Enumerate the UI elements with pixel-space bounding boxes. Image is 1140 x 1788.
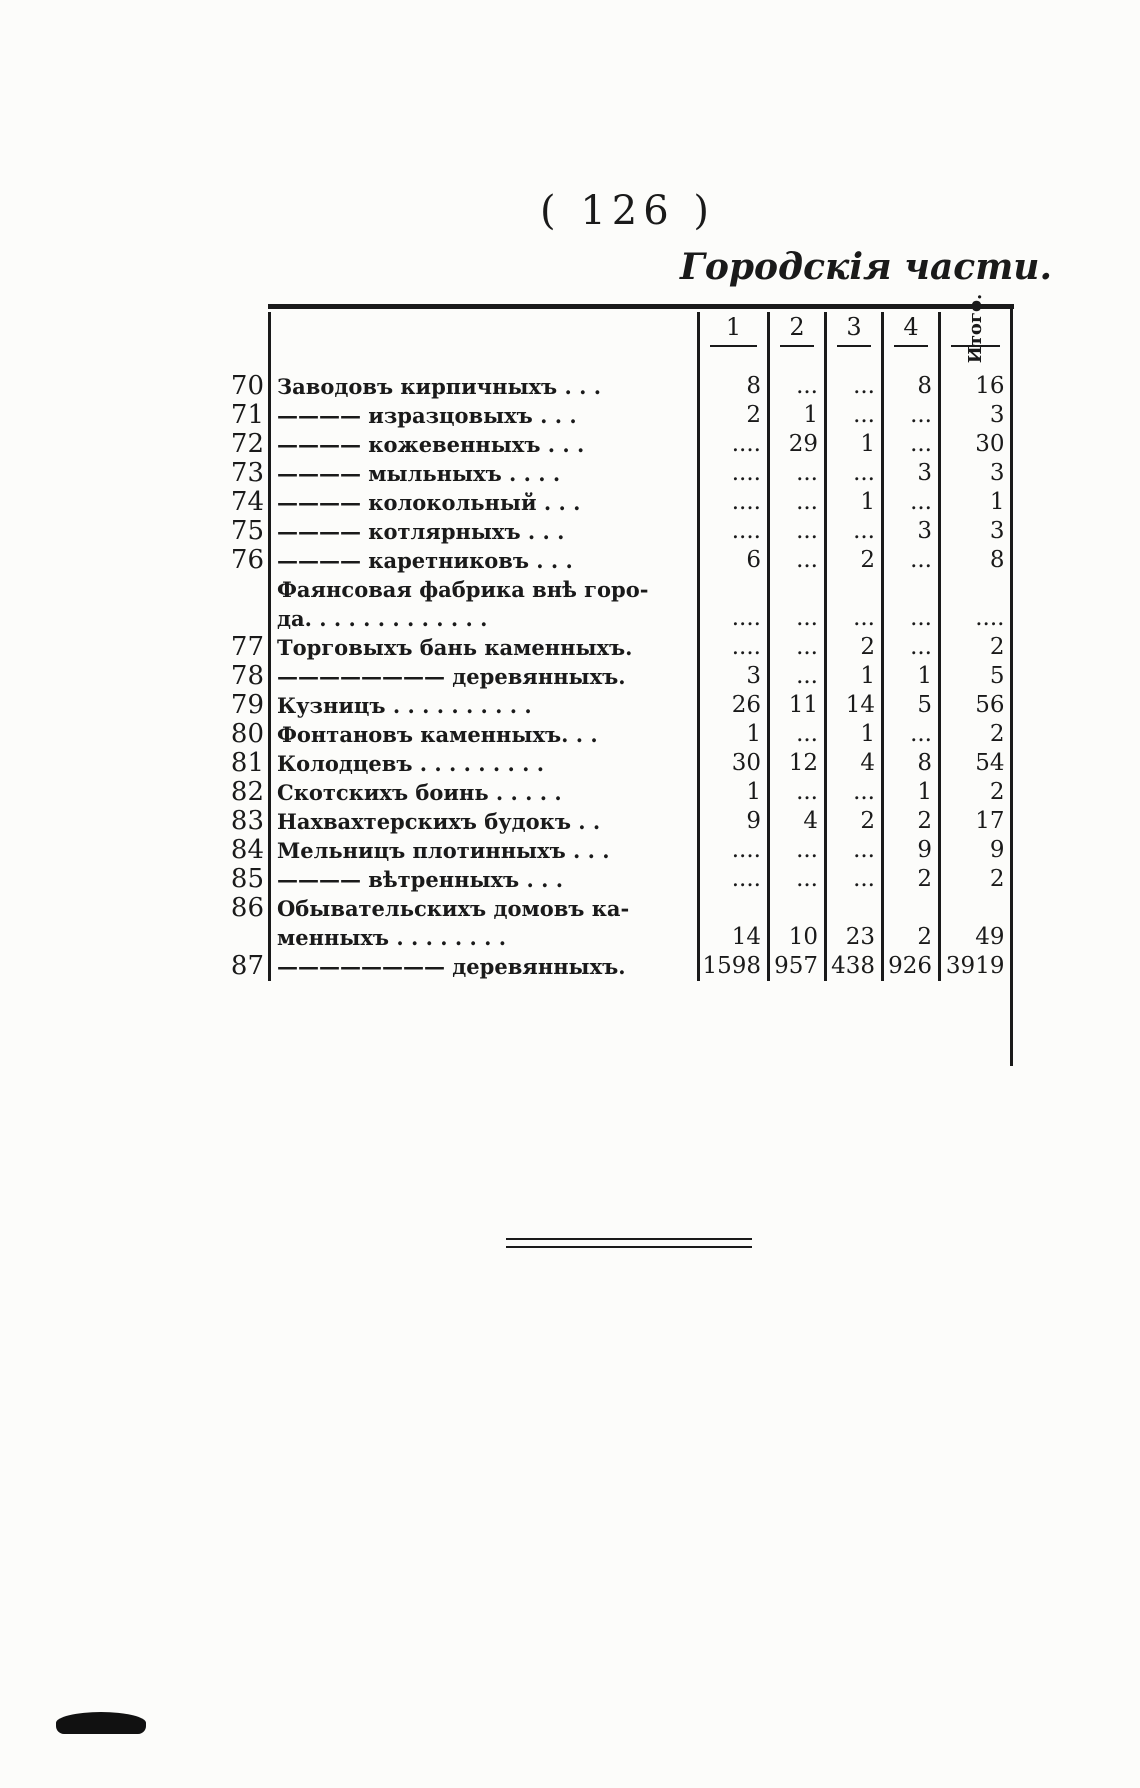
ink-blot <box>56 1712 146 1734</box>
row-total: 5 <box>940 662 1011 691</box>
row-label: Обывательскихъ домовъ ка- <box>270 894 699 923</box>
row-value-part-3 <box>826 894 883 923</box>
table-row <box>218 430 1010 459</box>
row-value-part-1: 2 <box>699 401 769 430</box>
row-label: ———————— деревянныхъ. <box>270 662 699 691</box>
row-value-part-1: .... <box>699 459 769 488</box>
row-label: Кузницъ . . . . . . . . . . <box>270 691 699 720</box>
row-label: ———— колокольный . . . <box>270 488 699 517</box>
row-value-part-1: 1 <box>699 778 769 807</box>
row-total: 49 <box>940 923 1011 952</box>
header-name <box>270 312 699 343</box>
header-part-1: 1 <box>699 312 769 343</box>
table-row <box>218 952 1010 981</box>
row-index: 74 <box>230 487 264 517</box>
row-value-part-1: 6 <box>699 546 769 575</box>
row-value-part-4: ... <box>883 488 940 517</box>
row-label: Фонтановъ каменныхъ. . . <box>270 720 699 749</box>
row-label: ———————— деревянныхъ. <box>270 952 699 981</box>
row-index: 83 <box>230 806 264 836</box>
table-row <box>218 662 1010 691</box>
row-value-part-4: ... <box>883 720 940 749</box>
header-total <box>940 293 1011 364</box>
row-total: 16 <box>940 372 1011 401</box>
row-total: 30 <box>940 430 1011 459</box>
row-value-part-4 <box>883 894 940 923</box>
row-total: 8 <box>940 546 1011 575</box>
row-value-part-2: ... <box>769 604 826 633</box>
row-value-part-3: 1 <box>826 662 883 691</box>
row-index: 70 <box>230 371 264 401</box>
row-value-part-4: 2 <box>883 807 940 836</box>
header-total-label: Итого. <box>965 293 987 364</box>
row-value-part-4: 1 <box>883 778 940 807</box>
row-value-part-1: 3 <box>699 662 769 691</box>
row-value-part-2: ... <box>769 488 826 517</box>
row-value-part-3: 2 <box>826 633 883 662</box>
row-value-part-4: 5 <box>883 691 940 720</box>
row-value-part-2: 29 <box>769 430 826 459</box>
row-value-part-1: 30 <box>699 749 769 778</box>
row-total: 2 <box>940 778 1011 807</box>
row-label: Торговыхъ бань каменныхъ. <box>270 633 699 662</box>
row-total: 2 <box>940 633 1011 662</box>
row-total: 56 <box>940 691 1011 720</box>
statistics-table <box>218 293 1010 981</box>
row-label: ———— кожевенныхъ . . . <box>270 430 699 459</box>
row-value-part-3: ... <box>826 459 883 488</box>
row-value-part-4: ... <box>883 604 940 633</box>
row-value-part-3: 4 <box>826 749 883 778</box>
row-label: Заводовъ кирпичныхъ . . . <box>270 372 699 401</box>
row-label: Мельницъ плотинныхъ . . . <box>270 836 699 865</box>
row-value-part-2: ... <box>769 633 826 662</box>
table-row <box>218 546 1010 575</box>
row-index <box>218 575 270 604</box>
row-total: 2 <box>940 720 1011 749</box>
row-index: 80 <box>230 719 264 749</box>
row-value-part-1: .... <box>699 633 769 662</box>
row-value-part-2: ... <box>769 836 826 865</box>
row-value-part-3: 14 <box>826 691 883 720</box>
row-value-part-4 <box>883 575 940 604</box>
row-value-part-2 <box>769 894 826 923</box>
row-value-part-3: 1 <box>826 430 883 459</box>
table-row <box>218 807 1010 836</box>
row-value-part-3: 1 <box>826 720 883 749</box>
row-value-part-4: ... <box>883 401 940 430</box>
row-value-part-3: ... <box>826 778 883 807</box>
table-row <box>218 488 1010 517</box>
row-index: 85 <box>230 864 264 894</box>
row-index <box>218 923 270 952</box>
row-label: Скотскихъ боинь . . . . . <box>270 778 699 807</box>
row-label: ———— котлярныхъ . . . <box>270 517 699 546</box>
table-row <box>218 923 1010 952</box>
row-value-part-3: ... <box>826 372 883 401</box>
row-value-part-3: ... <box>826 401 883 430</box>
row-index <box>218 604 270 633</box>
row-total: 2 <box>940 865 1011 894</box>
row-label: ———— изразцовыхъ . . . <box>270 401 699 430</box>
row-total: 17 <box>940 807 1011 836</box>
row-index: 87 <box>230 951 264 981</box>
row-value-part-3 <box>826 575 883 604</box>
row-index: 71 <box>230 400 264 430</box>
row-value-part-4: 9 <box>883 836 940 865</box>
row-value-part-2: 4 <box>769 807 826 836</box>
row-value-part-2: ... <box>769 546 826 575</box>
row-total: 54 <box>940 749 1011 778</box>
row-value-part-2: ... <box>769 720 826 749</box>
row-value-part-1: .... <box>699 865 769 894</box>
row-value-part-1: 1 <box>699 720 769 749</box>
table-body <box>218 372 1010 981</box>
row-index: 79 <box>230 690 264 720</box>
row-label: менныхъ . . . . . . . . <box>270 923 699 952</box>
row-index: 75 <box>230 516 264 546</box>
row-value-part-1: 8 <box>699 372 769 401</box>
row-value-part-4: ... <box>883 633 940 662</box>
row-total: 9 <box>940 836 1011 865</box>
row-index: 77 <box>230 632 264 662</box>
table-row <box>218 604 1010 633</box>
row-value-part-4: ... <box>883 546 940 575</box>
row-value-part-2: ... <box>769 778 826 807</box>
row-value-part-4: 2 <box>883 923 940 952</box>
header-rule-row <box>218 343 1010 372</box>
row-value-part-4: 926 <box>883 952 940 981</box>
row-total <box>940 575 1011 604</box>
row-value-part-1: 9 <box>699 807 769 836</box>
row-value-part-4: 2 <box>883 865 940 894</box>
row-label: да. . . . . . . . . . . . . <box>270 604 699 633</box>
row-label: ———— вѣтренныхъ . . . <box>270 865 699 894</box>
row-value-part-1 <box>699 575 769 604</box>
row-total: .... <box>940 604 1011 633</box>
row-value-part-2: 957 <box>769 952 826 981</box>
row-value-part-4: 8 <box>883 749 940 778</box>
row-value-part-3: 1 <box>826 488 883 517</box>
row-value-part-1: .... <box>699 430 769 459</box>
table-row <box>218 836 1010 865</box>
row-value-part-1: 14 <box>699 923 769 952</box>
row-value-part-2: ... <box>769 372 826 401</box>
row-total <box>940 894 1011 923</box>
top-rule <box>268 304 1014 309</box>
row-value-part-1: .... <box>699 488 769 517</box>
table-row <box>218 778 1010 807</box>
row-value-part-3: 438 <box>826 952 883 981</box>
row-value-part-2: ... <box>769 517 826 546</box>
row-value-part-2: 12 <box>769 749 826 778</box>
row-value-part-2: ... <box>769 662 826 691</box>
row-value-part-2: 10 <box>769 923 826 952</box>
row-index: 73 <box>230 458 264 488</box>
row-label: Фаянсовая фабрика внѣ горо- <box>270 575 699 604</box>
table-row <box>218 691 1010 720</box>
row-index: 84 <box>230 835 264 865</box>
table-row <box>218 517 1010 546</box>
row-index: 81 <box>230 748 264 778</box>
row-value-part-1: 1598 <box>699 952 769 981</box>
ornamental-divider <box>506 1238 752 1248</box>
row-index: 82 <box>230 777 264 807</box>
row-total: 1 <box>940 488 1011 517</box>
row-label: Нахвахтерскихъ будокъ . . <box>270 807 699 836</box>
row-index: 86 <box>230 893 264 923</box>
row-total: 3 <box>940 401 1011 430</box>
row-value-part-1: .... <box>699 517 769 546</box>
table-row <box>218 401 1010 430</box>
row-value-part-2: 11 <box>769 691 826 720</box>
table-row <box>218 894 1010 923</box>
row-value-part-1: 26 <box>699 691 769 720</box>
row-value-part-2 <box>769 575 826 604</box>
row-total: 3 <box>940 517 1011 546</box>
header-part-2: 2 <box>769 312 826 343</box>
page-number: ( 126 ) <box>540 188 715 234</box>
row-value-part-1: .... <box>699 604 769 633</box>
row-value-part-3: ... <box>826 517 883 546</box>
table-row <box>218 459 1010 488</box>
row-total: 3919 <box>940 952 1011 981</box>
row-value-part-3: 23 <box>826 923 883 952</box>
row-label: ———— мыльныхъ . . . . <box>270 459 699 488</box>
row-value-part-1: .... <box>699 836 769 865</box>
table-row <box>218 749 1010 778</box>
row-label: ———— каретниковъ . . . <box>270 546 699 575</box>
table-row <box>218 633 1010 662</box>
row-total: 3 <box>940 459 1011 488</box>
row-value-part-1 <box>699 894 769 923</box>
table-row <box>218 720 1010 749</box>
row-value-part-2: ... <box>769 459 826 488</box>
row-value-part-3: 2 <box>826 546 883 575</box>
row-value-part-4: 3 <box>883 459 940 488</box>
table-row <box>218 372 1010 401</box>
row-value-part-3: ... <box>826 865 883 894</box>
row-index: 78 <box>230 661 264 691</box>
row-index: 76 <box>230 545 264 575</box>
row-index: 72 <box>230 429 264 459</box>
row-value-part-3: ... <box>826 604 883 633</box>
row-value-part-2: 1 <box>769 401 826 430</box>
header-part-3: 3 <box>826 312 883 343</box>
row-label: Колодцевъ . . . . . . . . . <box>270 749 699 778</box>
row-value-part-2: ... <box>769 865 826 894</box>
page-subtitle: Городскія части. <box>680 246 1053 288</box>
header-part-4: 4 <box>883 312 940 343</box>
header-index <box>218 312 270 343</box>
row-value-part-4: 1 <box>883 662 940 691</box>
table-row <box>218 575 1010 604</box>
row-value-part-4: 8 <box>883 372 940 401</box>
table-row <box>218 865 1010 894</box>
table-header-row <box>218 312 1010 343</box>
row-value-part-4: ... <box>883 430 940 459</box>
row-value-part-3: ... <box>826 836 883 865</box>
row-value-part-3: 2 <box>826 807 883 836</box>
row-value-part-4: 3 <box>883 517 940 546</box>
